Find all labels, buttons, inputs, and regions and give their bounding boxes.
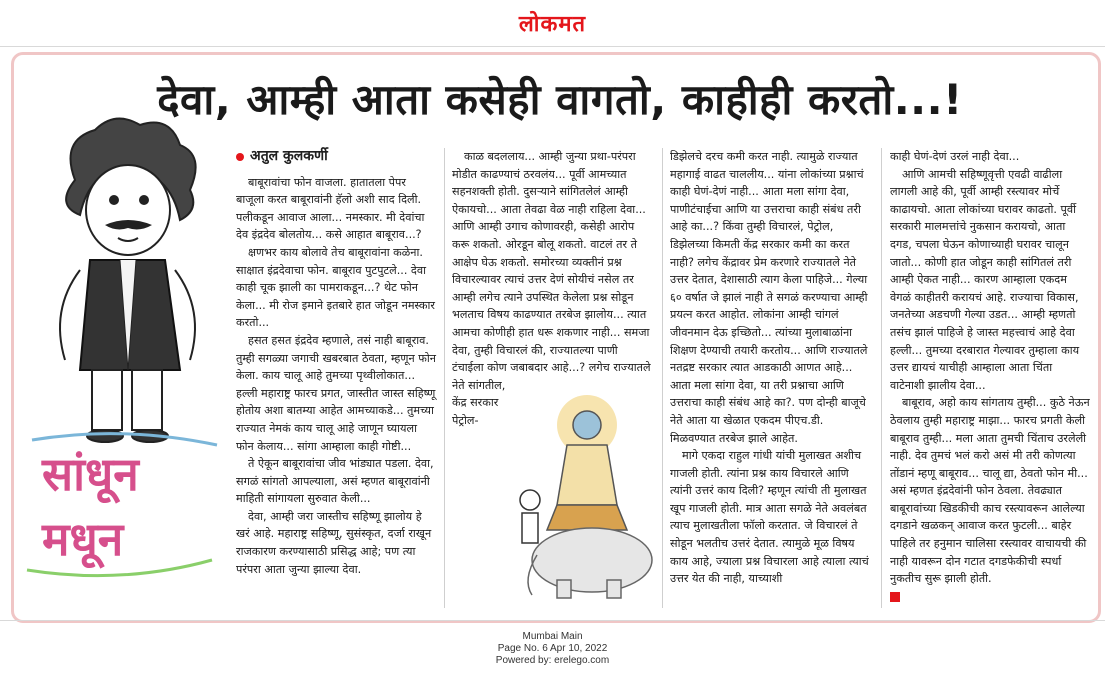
column-stamp-logo bbox=[22, 420, 222, 590]
paragraph: मागे एकदा राहुल गांधी यांची मुलाखत अशीच गाजली होती. त्यांना प्रश्न काय विचारले आणि त्यांनी उत्तरं काय दिली? म्हणून त्यांची ती मुलाखत खूप गाजली होती. मात्र आता सगळे नेते अवलंबत त्याच मुलाखतीला फॉलो करतात. जे विचारलं ते सोडून भलतीच उत्तरं देतात. त्यामुळे मूळ विषय काय आहे, ज्याला प्रश्न विचारला आहे त्याला त्याचं उत्तर येत की नाही, याच्याशी bbox=[670, 449, 869, 586]
caricature-illustration bbox=[20, 110, 230, 450]
article-column-4 bbox=[890, 148, 1090, 602]
article-column-2 bbox=[452, 148, 652, 430]
byline bbox=[236, 148, 436, 166]
column-divider bbox=[444, 148, 445, 608]
author-name: अतुल कुलकर्णी bbox=[250, 148, 328, 164]
newspaper-logo[interactable]: लोकमत bbox=[518, 12, 587, 37]
edition-name: Mumbai Main bbox=[522, 631, 583, 642]
paragraph: डिझेलचे दरच कमी करत नाही. त्यामुळे राज्यात महागाई वाढत चाललीय... यांना लोकांच्या प्रश्नाचं काही घेणं-देणं नाही... आता मला सांगा देवा, पाणीटंचाईचा आणि या उत्तराचा काही संबंध तरी आहे का...? किंवा तुम्ही विचारलं, पेट्रोल, डिझेलच्या किमती केंद्र सरकार कमी का करत नाही? लगेच केंद्रावर प्रेम करणारे राज्यातले नेते उत्तर देतात, देशासाठी त्याग केला पाहिजे... गेल्या ६० वर्षात जे झालं नाही ते सगळं करण्याचा आम्ही प्रयत्न करत आहोत. लोकांना आम्ही चांगलं जीवनमान देऊ इच्छितो... त्यांच्या मुलाबाळांना शिक्षण देण्याची तयारी करतोय... आणि राज्यातले नतद्रष्ट सरकार त्यात आडकाठी आणत आहे... आता मला सांगा देवा, या तरी प्रश्नाचा आणि उत्तराचा काही संबंध आहे का?. पण दोन्ही बाजूचे नेते आता या खेळात एकदम पीएच.डी. मिळवण्यात तरबेज झाले आहेत. bbox=[670, 150, 868, 445]
paragraph: हसत हसत इंद्रदेव म्हणाले, तसं नाही बाबूराव. तुम्ही सगळ्या जगाची खबरबात ठेवता, म्हणून फोन केला. काय चालू आहे तुमच्या पृथ्वीलोकात... हल्ली महाराष्ट्र फारच प्रगत, जास्तीत जास्त सहिष्णू होतोय अशा बातम्या आहेत आमच्याकडे... तुमच्या राज्यात नेमकं काय चालू आहे जाणून घ्यायला फोन केलाय... सांगा आम्हाला काही गोष्टी... bbox=[236, 333, 436, 453]
column-divider bbox=[662, 148, 663, 608]
masthead bbox=[0, 0, 1105, 47]
paragraph: देवा, आम्ही जरा जास्तीच सहिष्णू झालोय हे खरं आहे. महाराष्ट्र सहिष्णू, सुसंस्कृत, दर्जा राखून राजकारण करण्यासाठी प्रसिद्ध आहे; पण त्या परंपरा आता जुन्या झाल्या देवा. bbox=[236, 509, 432, 576]
article-column-1 bbox=[236, 148, 436, 578]
powered-by-link[interactable]: Powered by: erelego.com bbox=[495, 655, 610, 666]
vest-icon bbox=[60, 260, 195, 370]
phone-figure-icon bbox=[520, 490, 540, 543]
stamp-text-line2: मधून bbox=[42, 512, 124, 566]
face-icon bbox=[86, 165, 170, 255]
paragraph: केंद्र सरकार bbox=[452, 396, 499, 410]
page-date: Page No. 6 Apr 10, 2022 bbox=[497, 643, 608, 654]
article-end-mark-icon bbox=[890, 592, 900, 602]
paragraph: पेट्रोल- bbox=[452, 413, 479, 427]
paragraph: बाबूराव, अहो काय सांगताय तुम्ही... कुठे नेऊन ठेवलाय तुम्ही महाराष्ट्र माझा... फारच प्रगती केली बाबूराव तुम्ही... मला आता तुमची चिंताच उरलेली नाही. देव तुमचं भलं करो असं मी तरी कोणत्या तोंडानं म्हणू बाबूराव... चालू द्या, ठेवतो फोन मी... असं म्हणत इंद्रदेवांनी फोन ठेवला. तेवढ्यात बाबूरावांच्या खिडकीची काच रस्त्यावरून आलेल्या दगडाने खळकन्‌ आवाज करत फुटली... बाहेर पाहिले तर हनुमान चालिसा रस्त्यावर वाचायची की नाही यावरून दोन गटात दगडफेकीची स्पर्धा नुकतीच सुरू झाली होती. bbox=[890, 396, 1090, 586]
bullet-icon bbox=[236, 153, 244, 161]
paragraph: काही घेणं-देणं उरलं नाही देवा... bbox=[890, 150, 1020, 163]
page-footer bbox=[0, 631, 1105, 667]
paragraph: बाबूरावांचा फोन वाजला. हातातला पेपर बाजूला करत बाबूरावांनी हॅलो अशी साद दिली. पलीकडून आवाज आला... नमस्कार. मी देवांचा देव इंद्रदेव बोलतोय... कसे आहात बाबूराव...? bbox=[236, 175, 425, 242]
paragraph: क्षणभर काय बोलावे तेच बाबूरावांना कळेना. साक्षात इंद्रदेवाचा फोन. बाबूराव पुटपुटले... देवा काही चूक झाली का पामराकडून...? थेट फोन केला... मी रोज इमाने इतबारे हात जोडून नमस्कार करतो... bbox=[236, 245, 435, 330]
paragraph: काळ बदललाय... आम्ही जुन्या प्रथा-परंपरा मोडीत काढण्याचं ठरवलंय... पूर्वी आमच्यात सहनशक्ती होती. दुसऱ्याने सांगितलेलं आम्ही ऐकायचो... आता तेवढा वेळ नाही राहिला देवा... आणि आम्ही उगाच कोणावरही, कसेही आरोप करू शकतो. ओरडून बोलू शकतो. वाटलं तर ते आक्षेप घेऊ शकतो. समोरच्या व्यक्तीनं प्रश्न विचारल्यावर त्याचं उत्तर देणं सोयीचं नसेल तर आम्ही लगेच त्याने उपस्थित केलेला प्रश्न सोडून भलताच विषय काढण्यात तरबेज झालोय... त्यात आमचा कोणीही हात धरू शकणार नाही... समजा देवा, तुम्ही विचारलं की, राज्यातल्या पाणी टंचाईला कोण जबाबदार आहे...? लगेच राज्यातले नेते सांगतील, bbox=[452, 150, 651, 392]
stamp-text-line1: सांधून bbox=[42, 447, 139, 501]
column-divider bbox=[881, 148, 882, 608]
footer-divider bbox=[0, 620, 1105, 621]
article-column-3 bbox=[670, 148, 870, 588]
paragraph: ते ऐकून बाबूरावांचा जीव भांड्यात पडला. देवा, सगळं सांगतो आपल्याला, असं म्हणत बाबूरावांनी माहिती सांगायला सुरुवात केली... bbox=[236, 457, 434, 506]
article-headline: देवा, आम्ही आता कसेही वागतो, काहीही करतो...! bbox=[157, 75, 963, 124]
paragraph: आणि आमची सहिष्णूवृत्ती एवढी वाढीला लागली आहे की, पूर्वी आम्ही रस्त्यावर मोर्चे काढायचो. आता लोकांच्या घरावर काढतो. पूर्वी सरकारी मालमत्तांचे नुकसान करायचो, आता दगड, चपला घेऊन कोणाच्याही घरावर चालून जातो... कोणी हात जोडून काही सांगितलं तरी आम्ही ऐकत नाही... कारण आम्हाला एकदम वेगळं काहीतरी करायचं आहे. राज्याचा विकास, जनतेच्या अडचणी गेल्या उडत... आम्ही म्हणतो तसंच झालं पाहिजे हे जास्त महत्त्वाचं आहे देवा हल्ली... तुमच्या दरबारात गेल्यावर तुम्हाला काय उत्तर द्यायचं याचीही आम्हाला आता चिंता वाटेनाशी झालीय देवा... bbox=[890, 167, 1080, 392]
elephant-icon bbox=[528, 528, 652, 598]
